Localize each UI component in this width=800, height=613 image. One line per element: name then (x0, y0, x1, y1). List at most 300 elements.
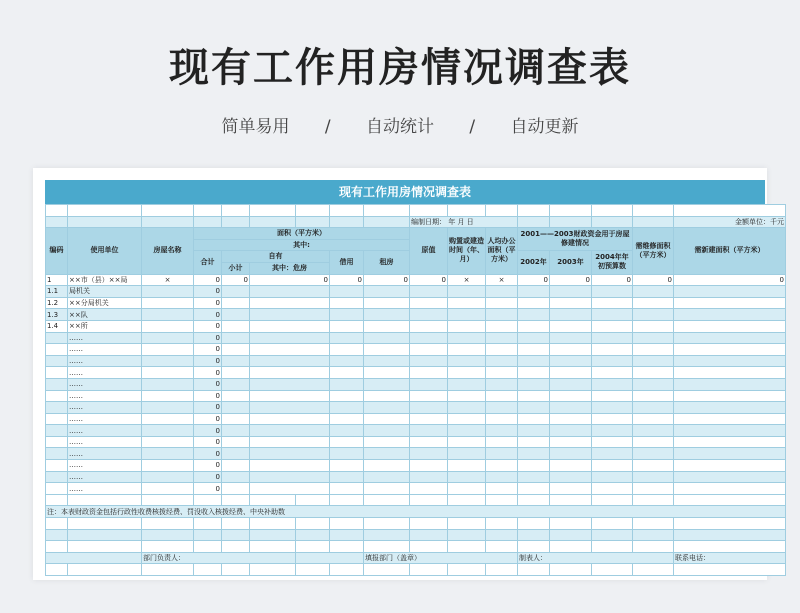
col-per-capita: 人均办公面积（平方米） (486, 228, 518, 274)
blank-row (46, 494, 786, 506)
cell-borrow (330, 402, 364, 414)
cell-danger (250, 297, 330, 309)
cell-unit: …… (68, 448, 142, 460)
cell-new (674, 402, 786, 414)
cell-name (142, 297, 194, 309)
cell-y2003 (550, 460, 592, 472)
cell-y2003 (550, 448, 592, 460)
cell-y2003 (550, 471, 592, 483)
cell-total: 0 (194, 402, 222, 414)
table-cell (296, 541, 330, 553)
col-own: 自有 (222, 251, 330, 263)
table-cell (194, 518, 222, 530)
cell-y2004 (592, 460, 633, 472)
cell-per (486, 344, 518, 356)
table-row (46, 413, 786, 425)
table-cell (46, 529, 68, 541)
table-cell (518, 529, 550, 541)
cell-total: 0 (194, 390, 222, 402)
cell-subtotal (222, 460, 250, 472)
cell-code (46, 390, 68, 402)
cell-y2003 (550, 344, 592, 356)
cell-total: 0 (194, 309, 222, 321)
cell-time (448, 460, 486, 472)
cell-y2003 (550, 355, 592, 367)
table-cell (68, 529, 142, 541)
cell-y2004 (592, 402, 633, 414)
cell-unit: …… (68, 332, 142, 344)
table-cell (364, 494, 410, 506)
cell-time (448, 286, 486, 298)
cell-unit: …… (68, 355, 142, 367)
cell-y2002 (518, 413, 550, 425)
cell-new (674, 320, 786, 332)
cell-repair (633, 320, 674, 332)
cell-rent (364, 309, 410, 321)
table-cell (142, 541, 194, 553)
cell-total: 0 (194, 367, 222, 379)
cell-new (674, 448, 786, 460)
cell-subtotal: 0 (222, 274, 250, 286)
cell-unit: ××队 (68, 309, 142, 321)
cell-repair (633, 390, 674, 402)
cell-new (674, 425, 786, 437)
cell-total: 0 (194, 425, 222, 437)
cell-name: × (142, 274, 194, 286)
col-among: 其中: (194, 239, 410, 251)
cell-y2004 (592, 286, 633, 298)
table-row (46, 297, 786, 309)
cell-y2002 (518, 483, 550, 495)
cell-danger (250, 390, 330, 402)
preparer-label: 制表人： (518, 552, 674, 564)
col-borrow: 借用 (330, 251, 364, 274)
cell-y2003 (550, 390, 592, 402)
col-2002: 2002年 (518, 251, 550, 274)
table-cell (410, 529, 448, 541)
table-cell (364, 518, 410, 530)
page-title: 现有工作用房情况调查表 (169, 45, 631, 91)
table-cell (68, 494, 142, 506)
blank-row (46, 518, 786, 530)
cell-per (486, 471, 518, 483)
cell-code (46, 355, 68, 367)
cell-y2004 (592, 297, 633, 309)
cell-subtotal (222, 448, 250, 460)
table-cell (633, 529, 674, 541)
filler-label: 填报部门（盖章） (364, 552, 518, 564)
cell-code: 1.2 (46, 297, 68, 309)
cell-time (448, 378, 486, 390)
table-cell (550, 494, 592, 506)
cell-repair (633, 425, 674, 437)
cell-y2004 (592, 390, 633, 402)
table-cell (364, 529, 410, 541)
cell-danger (250, 332, 330, 344)
cell-danger (250, 402, 330, 414)
table-cell (486, 494, 518, 506)
cell-danger (250, 286, 330, 298)
table-row (46, 460, 786, 472)
cell-y2002 (518, 320, 550, 332)
cell-borrow (330, 471, 364, 483)
cell-repair (633, 286, 674, 298)
cell-borrow (330, 297, 364, 309)
cell-new (674, 471, 786, 483)
preview-card (33, 168, 784, 580)
cell-y2002 (518, 286, 550, 298)
table-row (46, 402, 786, 414)
cell-total: 0 (194, 355, 222, 367)
cell-borrow (330, 436, 364, 448)
table-cell (674, 518, 786, 530)
cell-y2002 (518, 309, 550, 321)
cell-rent (364, 483, 410, 495)
cell-unit: …… (68, 413, 142, 425)
table-cell (330, 529, 364, 541)
table-cell (674, 541, 786, 553)
table-cell (410, 518, 448, 530)
cell-borrow (330, 309, 364, 321)
cell-borrow (330, 483, 364, 495)
cell-total: 0 (194, 332, 222, 344)
table-cell (46, 541, 68, 553)
header-row-1 (46, 228, 786, 240)
signature-row (46, 552, 786, 564)
cell-name (142, 286, 194, 298)
table-cell (142, 518, 194, 530)
cell-name (142, 402, 194, 414)
table-cell (194, 529, 222, 541)
cell-unit: …… (68, 378, 142, 390)
tagline-simple: 简单易用 (221, 117, 290, 137)
table-row (46, 367, 786, 379)
cell-subtotal (222, 471, 250, 483)
table-cell (250, 541, 296, 553)
cell-rent (364, 413, 410, 425)
cell-subtotal (222, 297, 250, 309)
cell-code (46, 483, 68, 495)
col-total: 合计 (194, 251, 222, 274)
cell-time (448, 402, 486, 414)
cell-rent (364, 471, 410, 483)
cell-time (448, 390, 486, 402)
cell-new (674, 460, 786, 472)
cell-repair (633, 448, 674, 460)
table-cell (330, 541, 364, 553)
cell-danger (250, 367, 330, 379)
cell-borrow (330, 378, 364, 390)
cell-new (674, 390, 786, 402)
cell-total: 0 (194, 448, 222, 460)
table-cell (296, 529, 330, 541)
cell-code (46, 344, 68, 356)
cell-value (410, 320, 448, 332)
cell-time (448, 448, 486, 460)
cell-rent (364, 425, 410, 437)
cell-per (486, 297, 518, 309)
col-2004: 2004年年初预算数 (592, 251, 633, 274)
table-cell (222, 541, 250, 553)
cell-repair (633, 344, 674, 356)
col-repair-area: 需维修面积（平方米） (633, 228, 674, 274)
cell-per (486, 436, 518, 448)
table-cell (364, 541, 410, 553)
cell-unit: 局机关 (68, 286, 142, 298)
table-cell (633, 541, 674, 553)
cell-unit: …… (68, 367, 142, 379)
cell-new (674, 309, 786, 321)
cell-unit: …… (68, 344, 142, 356)
cell-total: 0 (194, 320, 222, 332)
cell-y2003: 0 (550, 274, 592, 286)
cell-danger (250, 378, 330, 390)
cell-name (142, 309, 194, 321)
table-cell (410, 541, 448, 553)
cell-per (486, 332, 518, 344)
table-cell (674, 529, 786, 541)
table-cell (486, 541, 518, 553)
cell-subtotal (222, 332, 250, 344)
table-row (46, 483, 786, 495)
cell-name (142, 483, 194, 495)
table-row (46, 390, 786, 402)
cell-total: 0 (194, 483, 222, 495)
cell-unit: ××分局机关 (68, 297, 142, 309)
table-cell (46, 564, 68, 576)
dept-head-label: 部门负责人： (142, 552, 296, 564)
date-label: 编制日期： 年 月 日 (410, 216, 518, 228)
cell-borrow (330, 332, 364, 344)
cell-rent (364, 355, 410, 367)
cell-y2002 (518, 297, 550, 309)
cell-code (46, 471, 68, 483)
table-cell (364, 564, 410, 576)
cell-y2003 (550, 436, 592, 448)
cell-unit: …… (68, 402, 142, 414)
cell-danger (250, 413, 330, 425)
table-cell (68, 564, 142, 576)
table-cell (410, 494, 448, 506)
cell-y2004 (592, 413, 633, 425)
cell-rent (364, 436, 410, 448)
cell-rent (364, 332, 410, 344)
cell-y2002 (518, 378, 550, 390)
cell-per (486, 460, 518, 472)
col-2003: 2003年 (550, 251, 592, 274)
cell-unit: …… (68, 460, 142, 472)
table-cell (296, 564, 330, 576)
col-house-name: 房屋名称 (142, 228, 194, 274)
table-row (46, 425, 786, 437)
cell-total: 0 (194, 297, 222, 309)
cell-rent (364, 378, 410, 390)
table-cell (518, 541, 550, 553)
tagline-sep-1: / (324, 117, 331, 137)
cell-y2004 (592, 471, 633, 483)
cell-repair (633, 297, 674, 309)
table-cell (250, 494, 296, 506)
table-cell (592, 494, 633, 506)
cell-y2003 (550, 483, 592, 495)
cell-subtotal (222, 436, 250, 448)
cell-repair (633, 436, 674, 448)
cell-value (410, 355, 448, 367)
cell-borrow (330, 367, 364, 379)
cell-name (142, 436, 194, 448)
cell-repair (633, 367, 674, 379)
table-cell (222, 518, 250, 530)
cell-name (142, 332, 194, 344)
cell-new (674, 483, 786, 495)
table-row (46, 344, 786, 356)
table-cell (550, 541, 592, 553)
cell-unit: …… (68, 483, 142, 495)
cell-new (674, 297, 786, 309)
cell-value (410, 378, 448, 390)
cell-rent (364, 320, 410, 332)
cell-y2002: 0 (518, 274, 550, 286)
cell-borrow (330, 448, 364, 460)
cell-danger (250, 436, 330, 448)
cell-name (142, 448, 194, 460)
cell-time (448, 436, 486, 448)
cell-code: 1.3 (46, 309, 68, 321)
cell-unit: …… (68, 436, 142, 448)
table-cell (68, 541, 142, 553)
cell-repair (633, 378, 674, 390)
cell-code (46, 378, 68, 390)
cell-name (142, 390, 194, 402)
col-build-time: 购置或建造时间（年、月） (448, 228, 486, 274)
table-cell (222, 494, 250, 506)
cell-subtotal (222, 355, 250, 367)
cell-per (486, 309, 518, 321)
table-cell (592, 529, 633, 541)
cell-time (448, 471, 486, 483)
table-cell (518, 494, 550, 506)
cell-danger (250, 320, 330, 332)
cell-per (486, 448, 518, 460)
table-cell (330, 518, 364, 530)
table-row (46, 320, 786, 332)
cell-code: 1 (46, 274, 68, 286)
blank-row (46, 205, 786, 217)
cell-subtotal (222, 378, 250, 390)
cell-borrow (330, 425, 364, 437)
cell-rent (364, 297, 410, 309)
cell-new (674, 367, 786, 379)
cell-new (674, 413, 786, 425)
cell-y2004 (592, 378, 633, 390)
table-cell (142, 564, 194, 576)
survey-table (45, 204, 786, 576)
cell-value (410, 309, 448, 321)
cell-unit: ××市（县）××局 (68, 274, 142, 286)
table-cell (633, 518, 674, 530)
cell-value (410, 344, 448, 356)
cell-value (410, 367, 448, 379)
cell-y2004 (592, 448, 633, 460)
table-cell (142, 529, 194, 541)
cell-y2004 (592, 425, 633, 437)
table-row (46, 378, 786, 390)
cell-new (674, 286, 786, 298)
cell-y2004 (592, 367, 633, 379)
table-cell (486, 564, 518, 576)
cell-rent (364, 344, 410, 356)
table-cell (518, 564, 550, 576)
cell-per (486, 367, 518, 379)
cell-rent (364, 402, 410, 414)
table-row (46, 332, 786, 344)
table-row (46, 309, 786, 321)
cell-borrow: 0 (330, 274, 364, 286)
cell-rent (364, 448, 410, 460)
cell-rent (364, 286, 410, 298)
table-cell (486, 529, 518, 541)
cell-danger: 0 (250, 274, 330, 286)
table-cell (250, 518, 296, 530)
cell-time (448, 320, 486, 332)
cell-repair (633, 402, 674, 414)
table-cell (250, 564, 296, 576)
cell-code (46, 367, 68, 379)
cell-time (448, 355, 486, 367)
table-row (46, 286, 786, 298)
col-subtotal: 小计 (222, 262, 250, 274)
sheet-title: 现有工作用房情况调查表 (45, 180, 765, 204)
cell-time (448, 425, 486, 437)
cell-unit: …… (68, 390, 142, 402)
cell-per (486, 378, 518, 390)
cell-per (486, 390, 518, 402)
cell-unit: …… (68, 425, 142, 437)
cell-per (486, 355, 518, 367)
col-rent: 租房 (364, 251, 410, 274)
cell-danger (250, 483, 330, 495)
cell-name (142, 460, 194, 472)
cell-total: 0 (194, 344, 222, 356)
table-cell (46, 518, 68, 530)
phone-label: 联系电话： (674, 552, 786, 564)
cell-code (46, 425, 68, 437)
cell-rent (364, 460, 410, 472)
cell-subtotal (222, 483, 250, 495)
table-row (46, 448, 786, 460)
note-row (46, 506, 786, 518)
table-cell (633, 564, 674, 576)
cell-repair (633, 309, 674, 321)
cell-danger (250, 309, 330, 321)
cell-borrow (330, 286, 364, 298)
cell-name (142, 425, 194, 437)
blank-row (46, 529, 786, 541)
cell-per (486, 413, 518, 425)
cell-y2003 (550, 286, 592, 298)
cell-y2002 (518, 460, 550, 472)
cell-code (46, 413, 68, 425)
cell-repair: 0 (633, 274, 674, 286)
cell-danger (250, 344, 330, 356)
table-cell (194, 541, 222, 553)
cell-code (46, 460, 68, 472)
cell-total: 0 (194, 274, 222, 286)
cell-code (46, 448, 68, 460)
cell-borrow (330, 355, 364, 367)
cell-name (142, 367, 194, 379)
cell-y2004 (592, 344, 633, 356)
